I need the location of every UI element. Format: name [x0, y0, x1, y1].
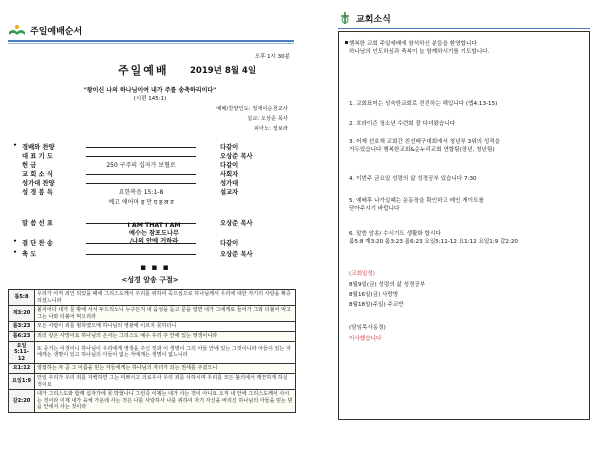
- order-item-detail: 예고 에어마 ह 만 ए ह ल त: [108, 198, 174, 206]
- order-item-name: 교 회 소 식: [22, 171, 53, 179]
- memory-verse-table: [8, 289, 296, 413]
- memory-row: [9, 341, 296, 364]
- memory-text: 우리가 아직 죄인 되었을 때에 그리스도께서 우리를 위하여 죽으심으로 하나님께서 우리에 대한 자기의 사랑을 확증하셨느니라: [35, 290, 296, 306]
- order-row: [22, 178, 292, 187]
- header-divider: [8, 40, 294, 42]
- order-item-person: 다같이: [220, 162, 239, 170]
- order-item-person: 오상준 목사: [220, 251, 253, 258]
- credit-leader: 예배/찬양인도: 정재이순천교사: [216, 106, 288, 112]
- order-item-name: 말 씀 선 포: [22, 219, 53, 227]
- memory-ref: 요1:12: [9, 364, 35, 374]
- duty-text: 이사했습니다: [349, 336, 382, 342]
- order-dash: [86, 156, 196, 157]
- book-icon: [8, 23, 26, 37]
- news-item: [349, 40, 583, 56]
- service-title: 주일예배: [118, 64, 169, 77]
- order-item-name: 성가대 찬양: [22, 180, 55, 188]
- memory-text: 죄의 삯은 사망이요 하나님의 은사는 그리스도 예수 우리 주 안에 있는 영생이니라: [35, 331, 296, 341]
- order-item-name: 성 경 봉 독: [22, 189, 53, 197]
- schedule-item: 8월16일(금) 사랑방: [349, 292, 399, 298]
- order-item-person: 설교자: [220, 189, 239, 197]
- memory-ref: 롬5:8: [9, 290, 35, 306]
- order-row: [22, 160, 292, 169]
- order-item-name: 경배와 찬양: [22, 144, 55, 151]
- order-dash: [86, 147, 196, 148]
- news-text: 4. 이번주 금요일 성령의 삶 성경공부 있습니다 7:30: [349, 176, 477, 182]
- right-header-divider: [338, 28, 590, 29]
- news-text: 3. 어제 선호재 교회간 친선배구대회에서 청년부 3위의 성적을 거두었습니다 행복한교회&순누리교회 연합팀(장년, 청년팀): [349, 139, 501, 153]
- section-dots: ▪ ▪ ▪: [140, 263, 170, 273]
- news-text: 행복한 교회 주일예배에 참석하신 분들을 환영합니다 하나님의 인도하심과 축복이 늘 함께하시기를 기도합니다.: [349, 41, 490, 55]
- order-item-name: 대 표 기 도: [22, 153, 53, 161]
- schedule-item: 8월18일(주일) 주교반: [349, 302, 404, 308]
- credit-piano: 피아노: 정보라: [253, 126, 288, 132]
- order-item-detail: 요한복음 15:1-8: [118, 189, 164, 197]
- order-row: [22, 197, 292, 206]
- memory-ref: 갈2:20: [9, 390, 35, 413]
- memory-ref: 요일1:9: [9, 373, 35, 389]
- schedule-title: (교회일정): [349, 271, 375, 277]
- order-dash: [86, 254, 196, 255]
- order-row: [22, 187, 292, 196]
- news-text: 6. 말씀 암송/ 수시기도 생활화 합시다 롬5:8 계3:20 롬3:23 롬6:23 요일5:11-12 요1:12 요일1:9 갈2:20: [349, 231, 518, 245]
- memory-row: [9, 331, 296, 341]
- order-dash: [86, 174, 196, 175]
- memory-row: [9, 322, 296, 332]
- order-item-person: 다같이: [220, 144, 239, 151]
- memory-text: 또 증거는 이것이니 하나님이 우리에게 영생을 주신 것과 이 생명이 그의 아들 안에 있는 그것이니라 아들이 있는 자에게는 생명이 있고 하나님의 아들이 없는 자에게는 생명이 없느니라: [35, 341, 296, 364]
- order-item-name: 헌 금: [22, 162, 37, 170]
- sermon-line: 예수는 참포도나무: [129, 230, 179, 237]
- memory-text: 볼지어다 내가 문 밖에 서서 두드리노니 누구든지 내 음성을 듣고 문을 열면 내가 그에게로 들어가 그와 더불어 먹고 그는 나와 더불어 먹으리라: [35, 306, 296, 322]
- news-item: [349, 138, 583, 154]
- order-item-person: 오상준 목사: [220, 153, 253, 161]
- order-item-person: 사회자: [220, 171, 239, 179]
- service-date: 2019년 8월 4일: [190, 66, 257, 76]
- memory-row: [9, 364, 296, 374]
- order-bullet: •: [13, 238, 18, 245]
- memory-ref: 롬6:23: [9, 331, 35, 341]
- left-header-title: 주일예배순서: [30, 26, 83, 37]
- news-box: [338, 31, 590, 420]
- memory-text: 내가 그리스도와 함께 십자가에 못 박혔나니 그런즉 이제는 내가 사는 것이 아니요 오직 내 안에 그리스도께서 사시는 것이라 이제 내가 육체 가운데 사는 것은 나를 사랑하사 나를 위하여 자기 자신을 버리신 하나님의 아들을 믿는 믿음 안에서 사는 것이라: [35, 390, 296, 413]
- memory-ref: 롬3:23: [9, 322, 35, 332]
- memory-row: [9, 390, 296, 413]
- memory-row: [9, 306, 296, 322]
- news-item: [349, 175, 583, 183]
- memory-title: <성경 암송 구절>: [121, 276, 179, 284]
- memory-ref: 계3:20: [9, 306, 35, 322]
- memory-ref: 요일 5:11-12: [9, 341, 35, 364]
- news-item: [349, 197, 583, 213]
- news-text: 1. 교회표어는 성숙한교회로 전진하는 해입니다 (엡4:13-15): [349, 101, 498, 107]
- sermon-line: /나의 안에 거하라: [129, 238, 179, 245]
- sermon-line: I AM THAT I AM: [127, 222, 181, 229]
- credit-preacher: 설교: 오상준 목사: [247, 116, 288, 122]
- order-bullet: •: [13, 249, 18, 256]
- service-time: 오후 1시 30분: [254, 54, 290, 60]
- order-bullet: •: [13, 142, 18, 149]
- order-row: [22, 169, 292, 178]
- order-item-person: 성가대: [220, 180, 239, 188]
- memory-text: 모든 사람이 죄를 범하였으매 하나님의 영광에 이르지 못하더니: [35, 322, 296, 332]
- order-row: [13, 249, 292, 260]
- news-item: [349, 100, 583, 108]
- order-item-name: 결 단 찬 송: [22, 240, 53, 247]
- duty-title: (담임목사동정): [349, 325, 386, 331]
- worship-order-closing: [13, 238, 292, 260]
- order-item-person: 오상준 목사: [220, 219, 253, 227]
- left-header: [8, 22, 82, 38]
- order-row: [22, 151, 292, 160]
- news-item: [349, 120, 583, 128]
- memory-text: 영접하는 자 곧 그 이름을 믿는 자들에게는 하나님의 자녀가 되는 권세를 주셨으니: [35, 364, 296, 374]
- church-leaf-icon: [338, 11, 352, 25]
- right-header-title: 교회소식: [356, 14, 391, 25]
- memory-text: 만일 우리가 우리 죄를 자백하면 그는 미쁘시고 의로우사 우리 죄를 사하시며 우리를 모든 불의에서 깨끗하게 하실 것이요: [35, 373, 296, 389]
- theme-verse-ref: (시편 145:1): [133, 96, 167, 102]
- schedule-item: 8월9일(금) 성령의 삶 성경공부: [349, 282, 426, 288]
- order-item-person: 다같이: [220, 240, 239, 247]
- right-header: [338, 10, 391, 26]
- news-text: 5. 예배후 나가실때는 운동장을 확인하고 메인 게이트를 닫아주시기 바랍니다: [349, 198, 484, 212]
- news-text: 2. 호라이즌 청소년 수련회 잘 다녀왔습니다: [349, 121, 456, 127]
- order-row: [13, 142, 292, 151]
- order-row: [13, 238, 292, 249]
- square-bullet-icon: [345, 41, 348, 44]
- order-dash: [86, 243, 196, 244]
- order-item-name: 축 도: [22, 251, 37, 258]
- news-item: [349, 230, 583, 246]
- memory-row: [9, 373, 296, 389]
- header-divider-thin: [8, 43, 294, 44]
- worship-order: [13, 142, 292, 227]
- order-dash: [86, 183, 196, 184]
- right-page: [300, 0, 600, 475]
- memory-row: [9, 290, 296, 306]
- theme-verse: "왕이신 나의 하나님이여 내가 주를 송축하리이다": [83, 87, 217, 94]
- order-item-detail: 250 구주의 십자가 보혈로: [106, 162, 176, 170]
